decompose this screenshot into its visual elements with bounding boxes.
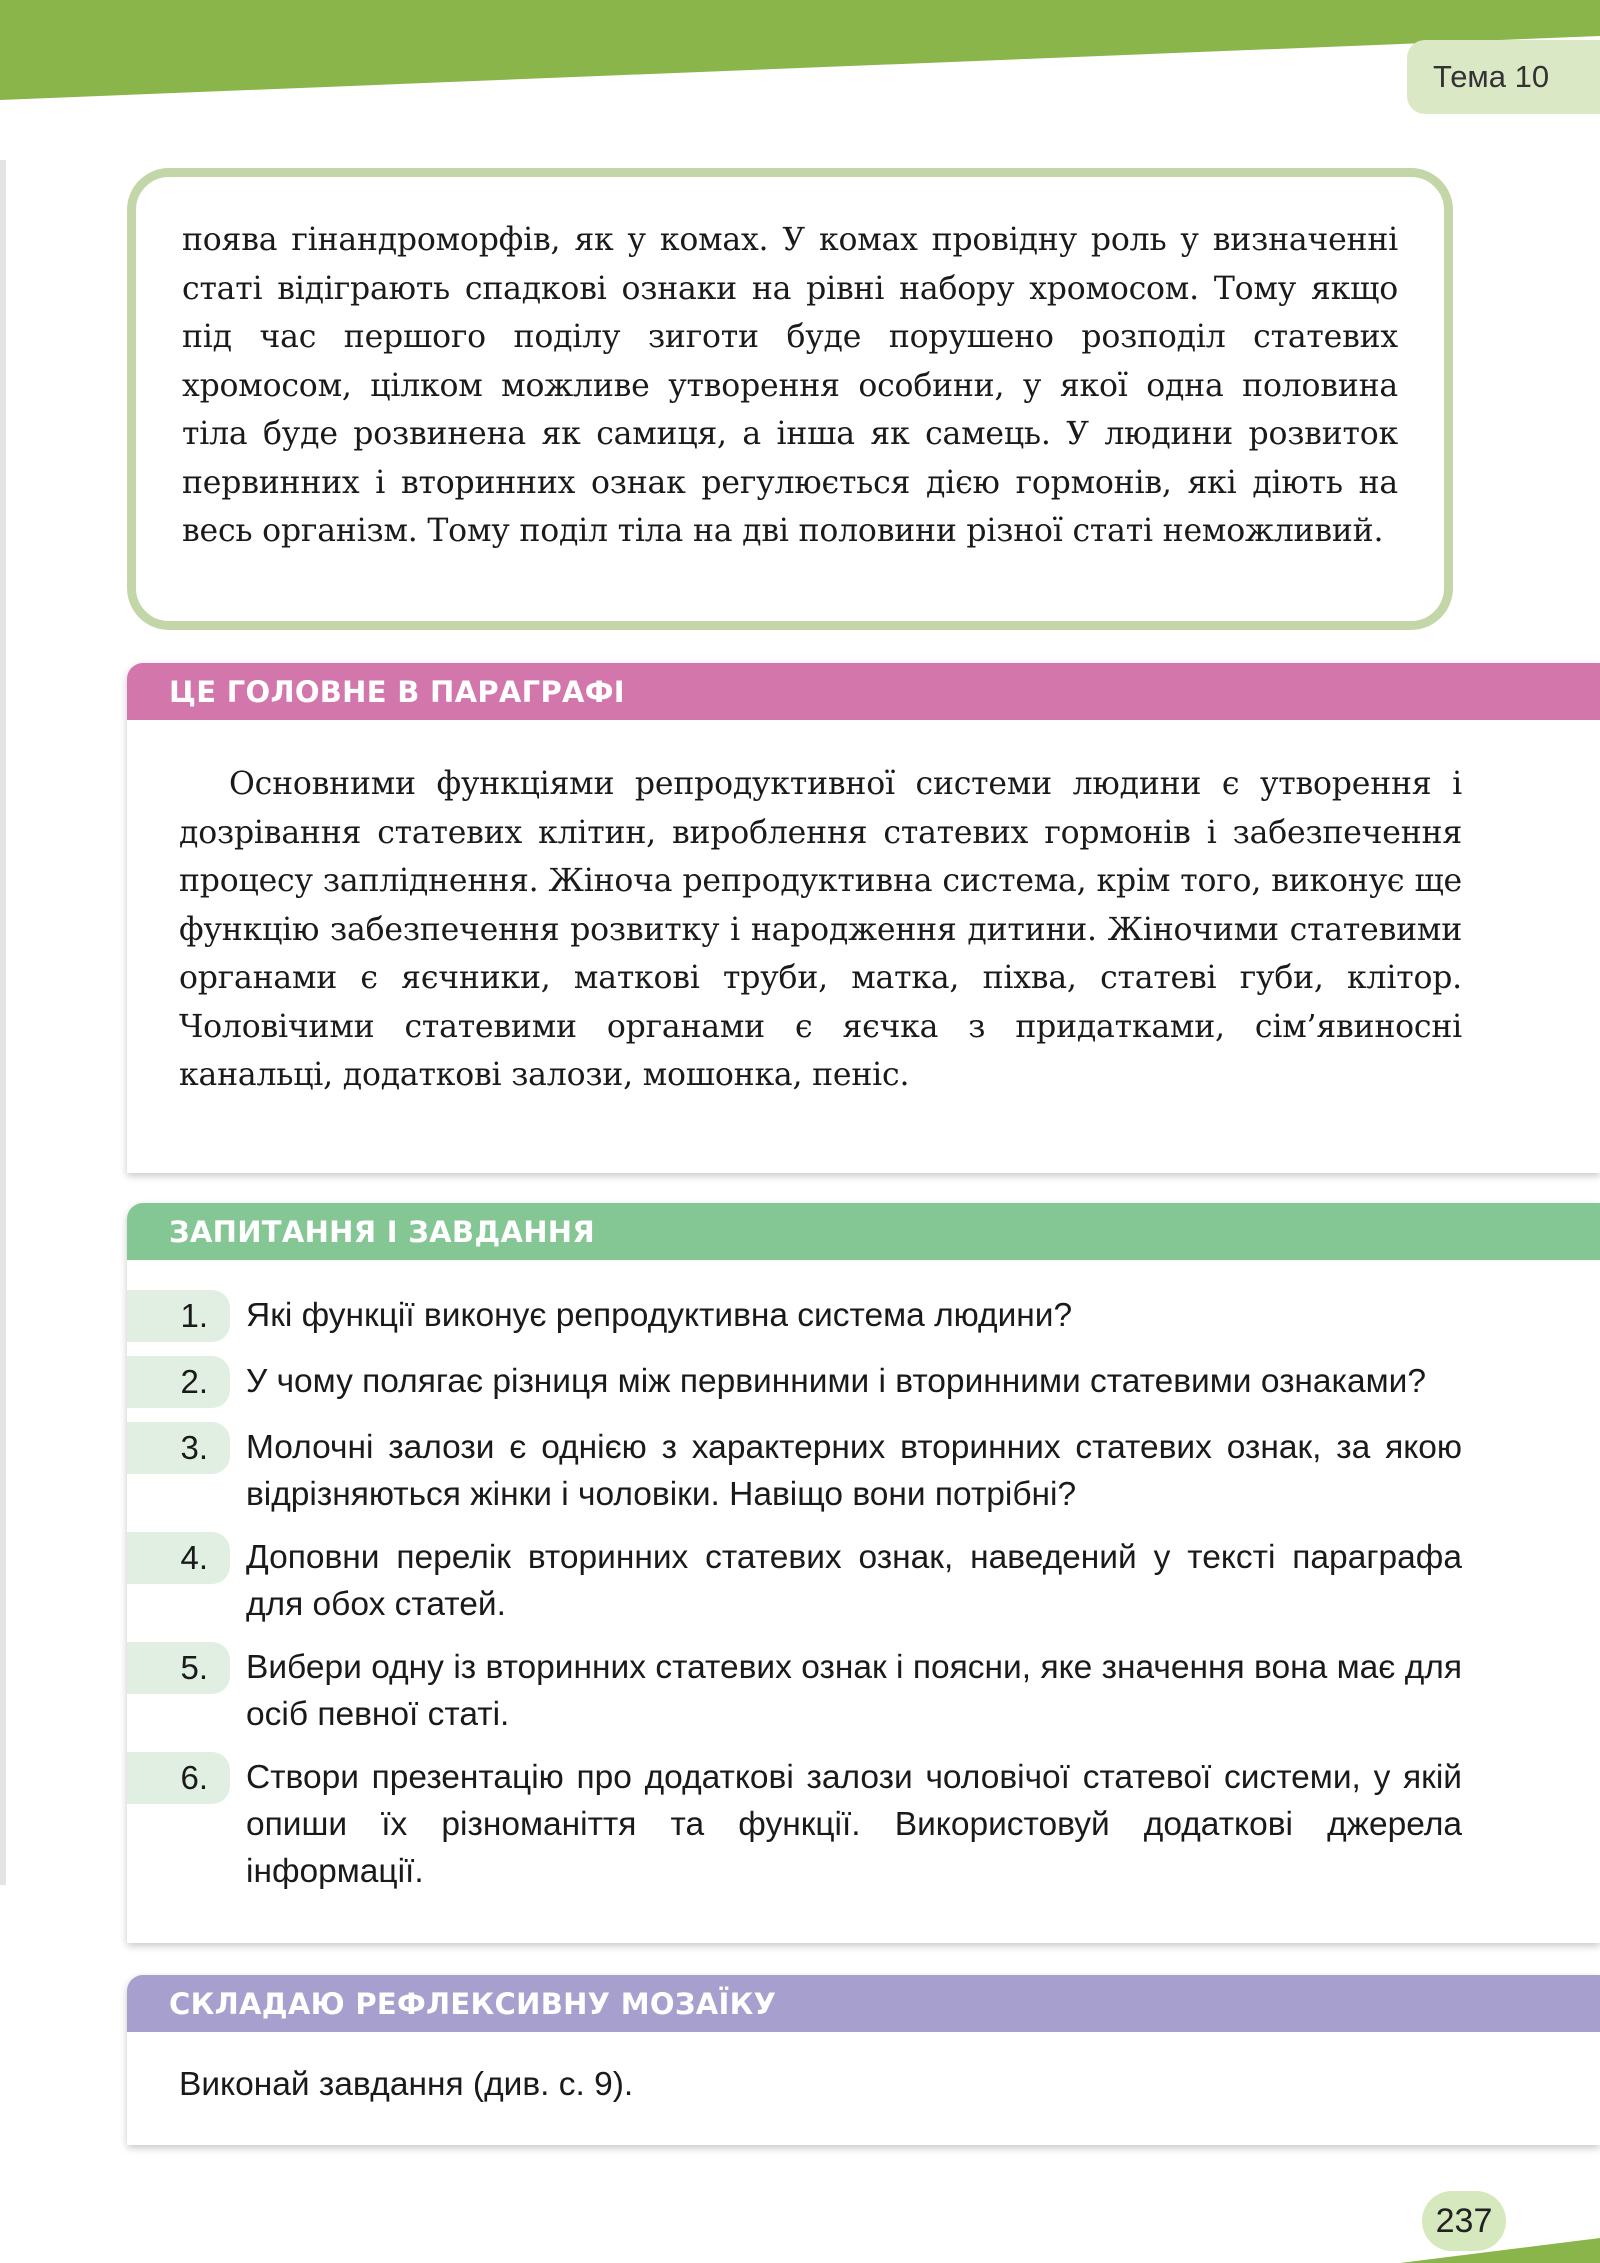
topic-label: Тема 10	[1433, 59, 1550, 94]
left-margin-strip	[0, 160, 6, 1885]
question-item	[127, 1532, 1462, 1628]
question-number: 4.	[127, 1532, 230, 1584]
question-number: 2.	[127, 1356, 230, 1408]
continuation-text: поява гінандроморфів, як у комах. У комах провідну роль у визначенні статі відіграють спадкові ознаки на рівні набору хромосом. Тому якщо під час першого поділу зиготи буде порушено розподіл статевих хромосом, цілком можливе утворення особини, у якої одна половина тіла буде розвинена як самиця, а інша як самець. У людини розвиток первинних і вторинних ознак регулюється дією гормонів, які діють на весь організм. Тому поділ тіла на дві половини різної статі неможливий.	[182, 222, 1398, 549]
topic-tab	[1407, 40, 1600, 114]
question-number: 5.	[127, 1642, 230, 1694]
question-text: Доповни перелік вторинних статевих ознак, наведений у тексті параграфа для обох статей.	[246, 1539, 1462, 1623]
questions-section	[127, 1203, 1600, 1943]
question-item	[127, 1752, 1462, 1895]
question-text: Молочні залози є однією з характерних вторинних статевих ознак, за якою відрізняються жінки і чоловіки. Навіщо вони потрібні?	[246, 1429, 1462, 1513]
question-number: 6.	[127, 1752, 230, 1804]
question-item	[127, 1290, 1462, 1342]
summary-header: ЦЕ ГОЛОВНЕ В ПАРАГРАФІ	[127, 663, 1600, 720]
question-text: Які функції виконує репродуктивна система людини?	[246, 1297, 1073, 1334]
question-number: 1.	[127, 1290, 230, 1342]
reflection-section	[127, 1975, 1600, 2145]
page-number: 237	[1422, 2191, 1506, 2251]
question-item	[127, 1642, 1462, 1738]
reflection-text: Виконай завдання (див. с. 9).	[179, 2066, 634, 2103]
question-text: Створи презентацію про додаткові залози чоловічої статевої системи, у якій опиши їх різноманіття та функції. Використовуй додаткові джерела інформації.	[246, 1759, 1462, 1890]
question-text: У чому полягає різниця між первинними і вторинними статевими ознаками?	[246, 1363, 1426, 1400]
question-text: Вибери одну із вторинних статевих ознак і поясни, яке значення вона має для осіб певної статі.	[246, 1649, 1462, 1733]
summary-text: Основними функціями репродуктивної системи людини є утворення і дозрівання статевих клітин, вироблення статевих гормонів і забезпечення процесу запліднення. Жіноча репродуктивна система, крім того, виконує ще функцію забезпечення розвитку і народження дитини. Жіночими статевими органами є яєчники, маткові труби, матка, піхва, статеві губи, клітор. Чоловічими статевими органами є яєчка з придатками, сім’явиносні канальці, додаткові залози, мошонка, пеніс.	[179, 766, 1462, 1093]
summary-section	[127, 663, 1600, 1173]
continuation-box	[127, 168, 1453, 630]
question-item	[127, 1356, 1462, 1408]
question-item	[127, 1422, 1462, 1518]
top-decorative-band	[0, 0, 1600, 110]
question-number: 3.	[127, 1422, 230, 1474]
questions-list	[127, 1290, 1462, 1895]
reflection-header: СКЛАДАЮ РЕФЛЕКСИВНУ МОЗАЇКУ	[127, 1975, 1600, 2032]
questions-header: ЗАПИТАННЯ І ЗАВДАННЯ	[127, 1203, 1600, 1260]
